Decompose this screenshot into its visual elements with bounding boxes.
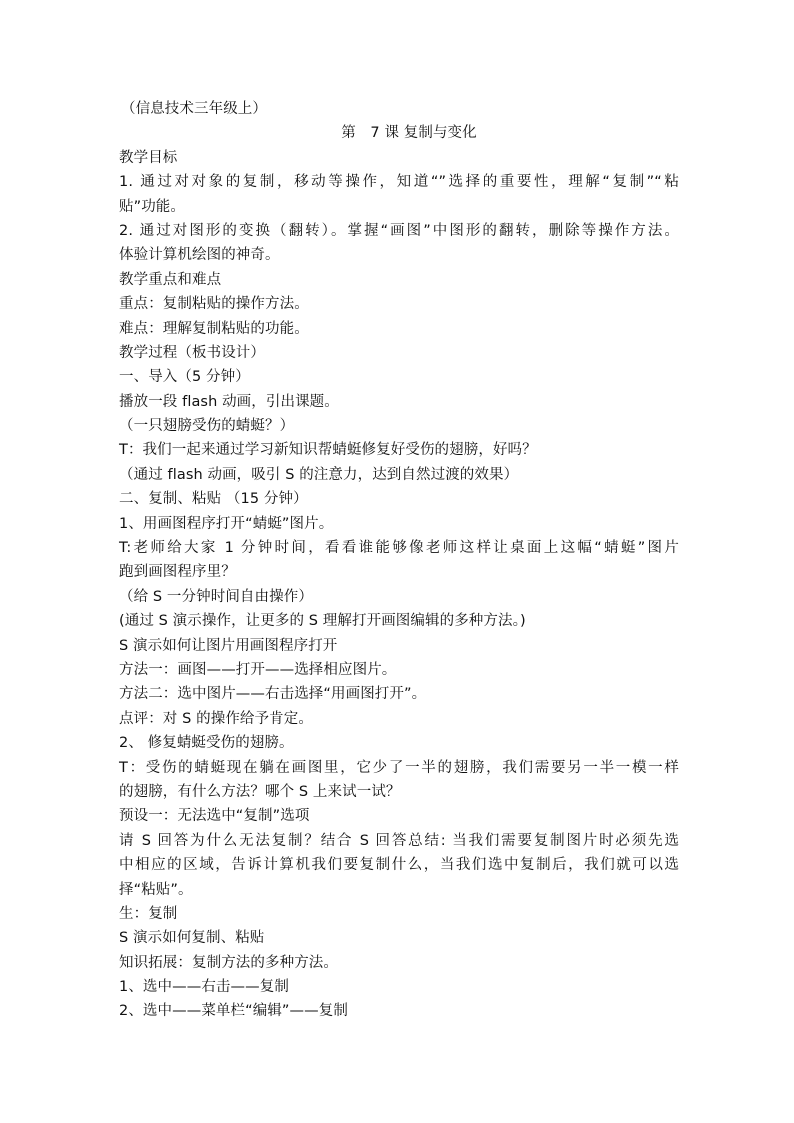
subsection-heading-copy-paste: 二、复制、粘贴 （15 分钟）: [119, 491, 308, 508]
paragraph-line: 播放一段 flash 动画，引出课题。: [119, 393, 339, 410]
paragraph-line: 的翅膀，有什么方法？哪个 S 上来试一试？: [119, 783, 401, 800]
paragraph-line: T：我们一起来通过学习新知识帮蜻蜓修复好受伤的翅膀，好吗？: [119, 442, 537, 459]
paragraph-line: 1、选中——右击——复制: [119, 979, 289, 996]
paragraph-line: 体验计算机绘图的神奇。: [119, 247, 280, 264]
paragraph-line: 中相应的区域，告诉计算机我们要复制什么，当我们选中复制后，我们就可以选: [119, 857, 679, 874]
paragraph-line: S 演示如何复制、粘贴: [119, 930, 265, 947]
document-body: [119, 97, 679, 1024]
paragraph-line: 贴”功能。: [119, 198, 186, 215]
section-heading-process: 教学过程（板书设计）: [119, 344, 265, 361]
paragraph-line: （给 S 一分钟时间自由操作）: [119, 588, 313, 605]
paragraph-line: S 演示如何让图片用画图程序打开: [119, 637, 338, 654]
paragraph-line: 难点：理解复制粘贴的功能。: [119, 320, 309, 337]
paragraph-line: 重点：复制粘贴的操作方法。: [119, 296, 309, 313]
lesson-title: 第 7 课 复制与变化: [341, 125, 477, 142]
paragraph-line: 择“粘贴”。: [119, 881, 193, 898]
paragraph-line: 跑到画图程序里？: [119, 564, 236, 581]
section-heading-objectives: 教学目标: [119, 149, 178, 166]
paragraph-line: 2、 修复蜻蜓受伤的翅膀。: [119, 735, 294, 752]
paragraph-line: 点评：对 S 的操作给予肯定。: [119, 710, 313, 727]
paragraph-line: 方法二：选中图片——右击选择“用画图打开”。: [119, 686, 427, 703]
section-heading-key-points: 教学重点和难点: [119, 271, 222, 288]
paragraph-line: 1、用画图程序打开“蜻蜓”图片。: [119, 515, 334, 532]
paragraph-line: 方法一：画图——打开——选择相应图片。: [119, 661, 397, 678]
paragraph-line: 2. 通过对图形的变换（翻转）。掌握“画图”中图形的翻转，删除等操作方法。: [119, 222, 679, 239]
paragraph-line: 知识拓展：复制方法的多种方法。: [119, 954, 338, 971]
subsection-heading-intro: 一、导入（5 分钟）: [119, 369, 250, 386]
paragraph-line: （一只翅膀受伤的蜻蜓？）: [119, 418, 295, 435]
paragraph-line: 预设一：无法选中“复制”选项: [119, 808, 310, 825]
paragraph-line: 2、选中——菜单栏“编辑”——复制: [119, 1003, 348, 1020]
paragraph-line: （通过 flash 动画，吸引 S 的注意力，达到自然过渡的效果）: [119, 466, 519, 483]
paragraph-line: 请 S 回答为什么无法复制？结合 S 回答总结: 当我们需要复制图片时必须先选: [119, 832, 679, 849]
paragraph-line: (通过 S 演示操作，让更多的 S 理解打开画图编辑的多种方法。): [119, 613, 526, 630]
paragraph-line: T:老师给大家 1 分钟时间，看看谁能够像老师这样让桌面上这幅“蜻蜓”图片: [119, 540, 679, 557]
paragraph-line: T：受伤的蜻蜓现在躺在画图里，它少了一半的翅膀，我们需要另一半一模一样: [119, 759, 679, 776]
paragraph-line: 生：复制: [119, 905, 178, 922]
grade-note: （信息技术三年级上）: [121, 101, 267, 117]
paragraph-line: 1. 通过对对象的复制，移动等操作，知道“”选择的重要性，理解“复制”“粘: [119, 174, 679, 191]
